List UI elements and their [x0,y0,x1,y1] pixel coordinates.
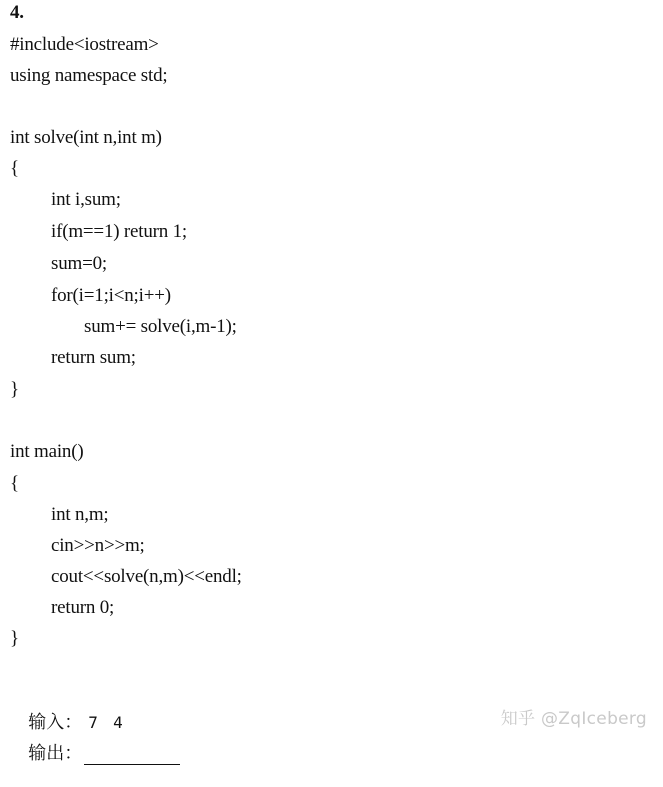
code-solve-if: if(m==1) return 1; [51,221,188,242]
code-include-line: #include<iostream> [10,34,159,55]
code-main-open-brace: { [10,473,19,494]
code-solve-sum-init: sum=0; [51,253,107,274]
code-main-declaration: int n,m; [51,504,109,525]
output-label: 输出： [28,743,83,764]
code-main-cout: cout<<solve(n,m)<<endl; [51,566,242,587]
code-solve-return: return sum; [51,347,136,368]
code-main-cin: cin>>n>>m; [51,535,145,556]
question-number: 4. [10,2,24,23]
code-using-line: using namespace std; [10,65,168,86]
code-solve-signature: int solve(int n,int m) [10,127,162,148]
output-row [10,721,180,787]
code-solve-open-brace: { [10,158,19,179]
code-solve-accumulate: sum+= solve(i,m-1); [84,316,237,337]
code-main-return: return 0; [51,597,115,618]
code-main-signature: int main() [10,441,84,462]
code-solve-declaration: int i,sum; [51,189,121,210]
input-label: 输入： [28,712,83,733]
code-solve-close-brace: } [10,379,19,400]
watermark: 知乎 @ZqIceberg [500,709,647,729]
input-value: 7 4 [88,713,123,732]
code-main-close-brace: } [10,628,19,649]
code-solve-for: for(i=1;i<n;i++) [51,285,171,306]
answer-blank [84,744,180,765]
